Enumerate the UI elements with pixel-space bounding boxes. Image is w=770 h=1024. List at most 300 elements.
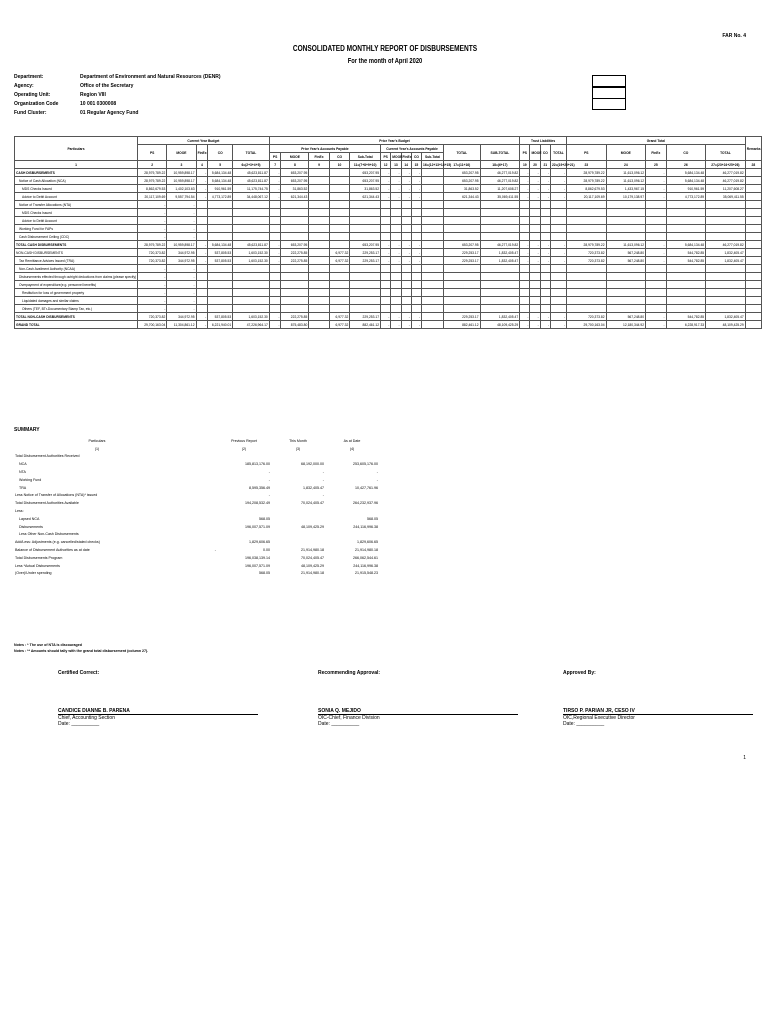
column-number: 21: [540, 161, 550, 169]
summary-marker: -: [214, 548, 216, 553]
column-header: FinEx: [309, 153, 330, 161]
row-label: Overpayment of expenditure(e.g. personnel benefits): [15, 281, 138, 289]
table-cell: [309, 169, 330, 177]
table-cell: [444, 233, 481, 241]
table-cell: [480, 217, 520, 225]
table-cell: 47,226,964.17: [233, 321, 270, 329]
table-cell: -: [138, 201, 167, 209]
column-number: 7: [269, 161, 281, 169]
summary-spacer: [180, 437, 217, 445]
table-cell: [422, 273, 444, 281]
column-number: 3: [167, 161, 196, 169]
table-cell: [233, 209, 270, 217]
table-cell: [309, 225, 330, 233]
summary-label: Add/Less: Adjustments (e.g. cancelled/staled checks): [15, 540, 100, 545]
table-cell: [666, 201, 706, 209]
table-cell: [422, 281, 444, 289]
table-cell: [401, 225, 411, 233]
table-cell: [269, 209, 281, 217]
table-cell: [480, 297, 520, 305]
table-cell: 11,613,096.12: [606, 241, 646, 249]
table-cell: 720,373.82: [138, 313, 167, 321]
table-cell: [269, 225, 281, 233]
table-row: [15, 201, 762, 209]
table-row: [15, 225, 762, 233]
table-cell: [530, 289, 540, 297]
table-cell: [309, 273, 330, 281]
table-cell: [530, 209, 540, 217]
summary-value: 48,109,425.29: [301, 524, 324, 529]
table-cell: [350, 281, 381, 289]
table-cell: [550, 265, 566, 273]
summary-value: [271, 531, 325, 539]
column-header: MOOE: [167, 145, 196, 161]
table-cell: 46,277,019.82: [480, 169, 520, 177]
table-cell: [233, 297, 270, 305]
table-cell: [269, 281, 281, 289]
summary-marker: [180, 523, 217, 531]
table-cell: 653,207.95: [281, 177, 309, 185]
table-cell: [269, 297, 281, 305]
table-cell: [540, 217, 550, 225]
row-label: Liquidated damages and similar claims: [15, 297, 138, 305]
row-label: Working Fund for FAPs: [15, 225, 138, 233]
table-cell: [422, 297, 444, 305]
table-cell: [550, 305, 566, 313]
table-cell: 537,805.53: [208, 313, 233, 321]
summary-colnum: (4): [349, 446, 355, 451]
info-fund-cluster: [14, 109, 221, 118]
summary-value: [325, 453, 379, 461]
table-cell: -: [167, 217, 196, 225]
summary-value: 68,192,000.00: [301, 462, 324, 467]
table-cell: -: [411, 257, 421, 265]
table-cell: -: [520, 313, 530, 321]
table-cell: [269, 289, 281, 297]
table-cell: [196, 217, 208, 225]
table-cell: -: [540, 177, 550, 185]
summary-value: -: [268, 493, 270, 498]
table-cell: [606, 265, 646, 273]
table-cell: [444, 225, 481, 233]
column-header: PS: [567, 145, 607, 161]
summary-label: Less Other Non-Cash Disbursements: [19, 532, 79, 537]
table-cell: [329, 201, 350, 209]
table-cell: [411, 289, 421, 297]
summary-label: Balance of Disbursement Authorities as at date: [15, 548, 90, 553]
table-cell: -: [401, 321, 411, 329]
table-cell: -: [540, 313, 550, 321]
table-cell: [540, 281, 550, 289]
table-cell: [666, 289, 706, 297]
table-cell: [411, 201, 421, 209]
summary-value: 196,007,571.09: [245, 524, 270, 529]
table-cell: [666, 281, 706, 289]
table-cell: -: [550, 321, 566, 329]
summary-value: 568.05: [259, 516, 270, 521]
column-number-row: [15, 161, 762, 169]
info-operating-unit: [14, 91, 221, 100]
table-cell: -: [646, 177, 667, 185]
table-cell: [401, 273, 411, 281]
column-number: 11=(7+8+9+10): [350, 161, 381, 169]
info-agency: [14, 82, 221, 91]
summary-value: 264,232,937.96: [353, 501, 378, 506]
table-cell: [196, 201, 208, 209]
table-cell: 48,109,425.29: [706, 321, 746, 329]
table-cell: [530, 297, 540, 305]
table-cell: [350, 201, 381, 209]
summary-row: [14, 523, 379, 531]
table-cell: [401, 265, 411, 273]
table-cell: [411, 233, 421, 241]
summary-value: [325, 507, 379, 515]
table-cell: [309, 297, 330, 305]
table-cell: [196, 225, 208, 233]
summary-row: [14, 507, 379, 515]
remarks-cell: [745, 241, 761, 249]
table-cell: -: [520, 241, 530, 249]
table-cell: -: [520, 257, 530, 265]
table-cell: [422, 177, 444, 185]
summary-label: TRA: [19, 485, 27, 490]
table-cell: -: [391, 249, 401, 257]
table-cell: [530, 273, 540, 281]
table-cell: 229,253.17: [350, 249, 381, 257]
table-cell: [233, 265, 270, 273]
row-label: Advice to Debit Account: [15, 217, 138, 225]
table-cell: [401, 209, 411, 217]
table-cell: [444, 305, 481, 313]
table-cell: [706, 273, 746, 281]
summary-label: Total Disbursements Program: [15, 555, 63, 560]
column-header: CO: [208, 145, 233, 161]
table-cell: [411, 281, 421, 289]
table-cell: [666, 265, 706, 273]
table-cell: 537,805.53: [208, 257, 233, 265]
code-box: [592, 87, 626, 99]
column-number: 4: [196, 161, 208, 169]
table-cell: -: [530, 177, 540, 185]
table-cell: [422, 289, 444, 297]
remarks-cell: [745, 289, 761, 297]
signatory-name: CANDICE DIANNE B. PARENA: [58, 708, 130, 714]
table-cell: [706, 225, 746, 233]
summary-header: This Month: [289, 438, 307, 443]
summary-row: [14, 538, 379, 546]
table-cell: 31,863.52: [444, 185, 481, 193]
table-cell: -: [138, 305, 167, 313]
table-cell: -: [520, 321, 530, 329]
table-cell: 28,979,789.22: [567, 177, 607, 185]
table-cell: [411, 217, 421, 225]
column-number: 23: [567, 161, 607, 169]
table-cell: 46,277,019.82: [706, 241, 746, 249]
table-cell: [550, 281, 566, 289]
table-cell: [309, 233, 330, 241]
table-cell: [196, 265, 208, 273]
table-cell: [567, 217, 607, 225]
summary-value: 568.05: [367, 516, 378, 521]
column-header: PS: [520, 145, 530, 161]
table-cell: 720,373.82: [567, 257, 607, 265]
row-label: Cash Disbursement Ceiling (CDC): [15, 233, 138, 241]
table-cell: [422, 241, 444, 249]
table-cell: 875,483.80: [281, 321, 309, 329]
table-cell: [550, 209, 566, 217]
table-cell: 344,972.95: [167, 313, 196, 321]
summary-marker: [180, 492, 217, 500]
table-cell: [540, 233, 550, 241]
table-cell: [381, 225, 391, 233]
table-cell: 653,207.95: [444, 241, 481, 249]
table-cell: [422, 313, 444, 321]
table-cell: [480, 289, 520, 297]
table-cell: [233, 289, 270, 297]
table-cell: -: [381, 313, 391, 321]
table-cell: [666, 225, 706, 233]
table-cell: [422, 185, 444, 193]
summary-marker: [180, 531, 217, 539]
table-cell: [480, 225, 520, 233]
table-cell: 222,275.85: [281, 313, 309, 321]
table-cell: [196, 233, 208, 241]
table-cell: [422, 201, 444, 209]
column-number: 2: [138, 161, 167, 169]
summary-value: 70,024,405.47: [301, 555, 324, 560]
table-cell: [540, 273, 550, 281]
table-cell: 12,180,344.92: [606, 321, 646, 329]
table-cell: [520, 281, 530, 289]
table-cell: 1,603,152.30: [233, 249, 270, 257]
remarks-cell: [745, 233, 761, 241]
table-cell: 28,979,789.22: [138, 241, 167, 249]
table-cell: [329, 289, 350, 297]
table-cell: [646, 201, 667, 209]
table-cell: -: [411, 169, 421, 177]
table-cell: [646, 225, 667, 233]
table-cell: -: [530, 321, 540, 329]
table-cell: 31,863.52: [350, 185, 381, 193]
table-cell: 9,557,794.54: [167, 193, 196, 201]
column-header: PS: [138, 145, 167, 161]
table-cell: [520, 217, 530, 225]
table-cell: 35,069,411.55: [480, 193, 520, 201]
table-cell: 720,373.82: [567, 249, 607, 257]
table-cell: [381, 201, 391, 209]
table-cell: [208, 201, 233, 209]
table-cell: [706, 217, 746, 225]
table-cell: [329, 225, 350, 233]
summary-label: NTA: [19, 470, 26, 475]
table-cell: 10,959,898.17: [167, 177, 196, 185]
table-cell: -: [530, 249, 540, 257]
table-cell: 46,277,019.82: [706, 177, 746, 185]
table-cell: [666, 297, 706, 305]
recommending-label: Recommending Approval:: [318, 670, 381, 676]
table-cell: 10,959,898.17: [167, 241, 196, 249]
remarks-cell: [745, 177, 761, 185]
summary-label: Total Disbursement Authorities Received: [15, 454, 80, 459]
table-cell: -: [138, 281, 167, 289]
info-label: Organization Code: [14, 101, 59, 107]
table-cell: [540, 209, 550, 217]
summary-colnum-row: [14, 445, 379, 453]
table-cell: [350, 217, 381, 225]
table-cell: [329, 169, 350, 177]
table-cell: -: [530, 313, 540, 321]
table-cell: -: [269, 249, 281, 257]
summary-marker: [180, 484, 217, 492]
table-cell: [309, 217, 330, 225]
table-cell: [350, 289, 381, 297]
table-cell: [411, 209, 421, 217]
table-cell: [550, 289, 566, 297]
table-cell: 910,961.59: [208, 185, 233, 193]
remarks-cell: [745, 217, 761, 225]
table-cell: [391, 209, 401, 217]
column-number: 14: [401, 161, 411, 169]
summary-value: [271, 507, 325, 515]
column-header: SUB-TOTAL: [480, 145, 520, 161]
table-cell: -: [167, 233, 196, 241]
summary-spacer: [180, 445, 217, 453]
column-number: 25: [646, 161, 667, 169]
table-cell: -: [391, 321, 401, 329]
table-cell: -: [138, 225, 167, 233]
table-cell: [350, 233, 381, 241]
table-cell: [381, 265, 391, 273]
table-cell: 46,277,019.82: [706, 169, 746, 177]
summary-row: [14, 484, 379, 492]
table-cell: [520, 225, 530, 233]
summary-row: [14, 499, 379, 507]
table-cell: -: [520, 185, 530, 193]
table-cell: 29,700,163.04: [138, 321, 167, 329]
table-cell: [567, 225, 607, 233]
summary-value: [271, 453, 325, 461]
table-cell: [567, 289, 607, 297]
table-cell: 1,603,152.30: [233, 257, 270, 265]
table-cell: [706, 305, 746, 313]
table-cell: [329, 241, 350, 249]
table-cell: [567, 209, 607, 217]
table-cell: 5,684,134.48: [208, 177, 233, 185]
table-cell: 48,109,425.29: [480, 321, 520, 329]
column-header: CO: [540, 145, 550, 161]
table-cell: -: [401, 313, 411, 321]
table-row: [15, 177, 762, 185]
table-cell: -: [550, 177, 566, 185]
table-cell: [391, 217, 401, 225]
table-cell: [666, 209, 706, 217]
info-value: Department of Environment and Natural Resources (DENR): [80, 74, 221, 80]
table-cell: [309, 185, 330, 193]
table-cell: [422, 265, 444, 273]
table-cell: [309, 193, 330, 201]
table-cell: [646, 289, 667, 297]
table-cell: 4,773,172.89: [666, 193, 706, 201]
column-number: 28: [745, 161, 761, 169]
table-cell: -: [646, 193, 667, 201]
table-cell: [550, 233, 566, 241]
table-cell: 567,248.80: [606, 249, 646, 257]
table-cell: [281, 209, 309, 217]
summary-value: -: [322, 477, 324, 482]
info-label: Agency:: [14, 83, 34, 89]
summary-header-row: [14, 437, 379, 445]
table-cell: -: [269, 321, 281, 329]
signatory-title: Chief, Accounting Section: [58, 715, 115, 721]
row-label: Tax Remittance Advices Issued (TRA): [15, 257, 138, 265]
report-title: CONSOLIDATED MONTHLY REPORT OF DISBURSEMENTS: [292, 44, 478, 53]
table-cell: [422, 217, 444, 225]
info-organization-code: [14, 100, 221, 109]
table-cell: [329, 297, 350, 305]
table-row: [15, 193, 762, 201]
table-cell: -: [550, 249, 566, 257]
table-cell: -: [381, 177, 391, 185]
table-cell: [444, 281, 481, 289]
remarks-cell: [745, 185, 761, 193]
summary-value: [271, 538, 325, 546]
table-cell: -: [381, 257, 391, 265]
table-cell: 34,448,067.12: [233, 193, 270, 201]
table-cell: [530, 233, 540, 241]
table-cell: 28,979,789.22: [567, 169, 607, 177]
column-header: TOTAL: [444, 145, 481, 161]
table-cell: [520, 209, 530, 217]
table-cell: 29,700,163.04: [567, 321, 607, 329]
table-cell: [530, 281, 540, 289]
table-cell: [233, 225, 270, 233]
column-number: 17=(11+16): [444, 161, 481, 169]
code-boxes: [592, 76, 626, 110]
remarks-cell: [745, 313, 761, 321]
table-cell: 4,773,172.89: [208, 193, 233, 201]
table-cell: -: [196, 169, 208, 177]
table-cell: 229,253.17: [350, 313, 381, 321]
signatory-date: Date: __________: [318, 721, 360, 727]
table-cell: [401, 289, 411, 297]
table-cell: [381, 281, 391, 289]
table-cell: [606, 217, 646, 225]
table-cell: [391, 289, 401, 297]
table-cell: -: [138, 209, 167, 217]
table-cell: 1,832,405.47: [706, 313, 746, 321]
table-row: [15, 297, 762, 305]
table-cell: 882,461.12: [350, 321, 381, 329]
column-number: 20: [530, 161, 540, 169]
table-cell: -: [540, 241, 550, 249]
column-header: MOOE: [281, 153, 309, 161]
table-cell: 5,684,134.48: [666, 169, 706, 177]
summary-label: (Over)/Under spending: [15, 571, 52, 576]
table-cell: [444, 265, 481, 273]
table-cell: -: [520, 249, 530, 257]
table-row: [15, 169, 762, 177]
table-row: [15, 209, 762, 217]
table-cell: 1,832,405.47: [480, 313, 520, 321]
remarks-cell: [745, 249, 761, 257]
table-cell: [309, 177, 330, 185]
table-cell: [281, 217, 309, 225]
table-cell: [281, 281, 309, 289]
table-cell: 229,253.17: [350, 257, 381, 265]
column-number: 19: [520, 161, 530, 169]
row-label: GRAND TOTAL: [15, 321, 138, 329]
table-cell: 46,277,019.82: [480, 177, 520, 185]
